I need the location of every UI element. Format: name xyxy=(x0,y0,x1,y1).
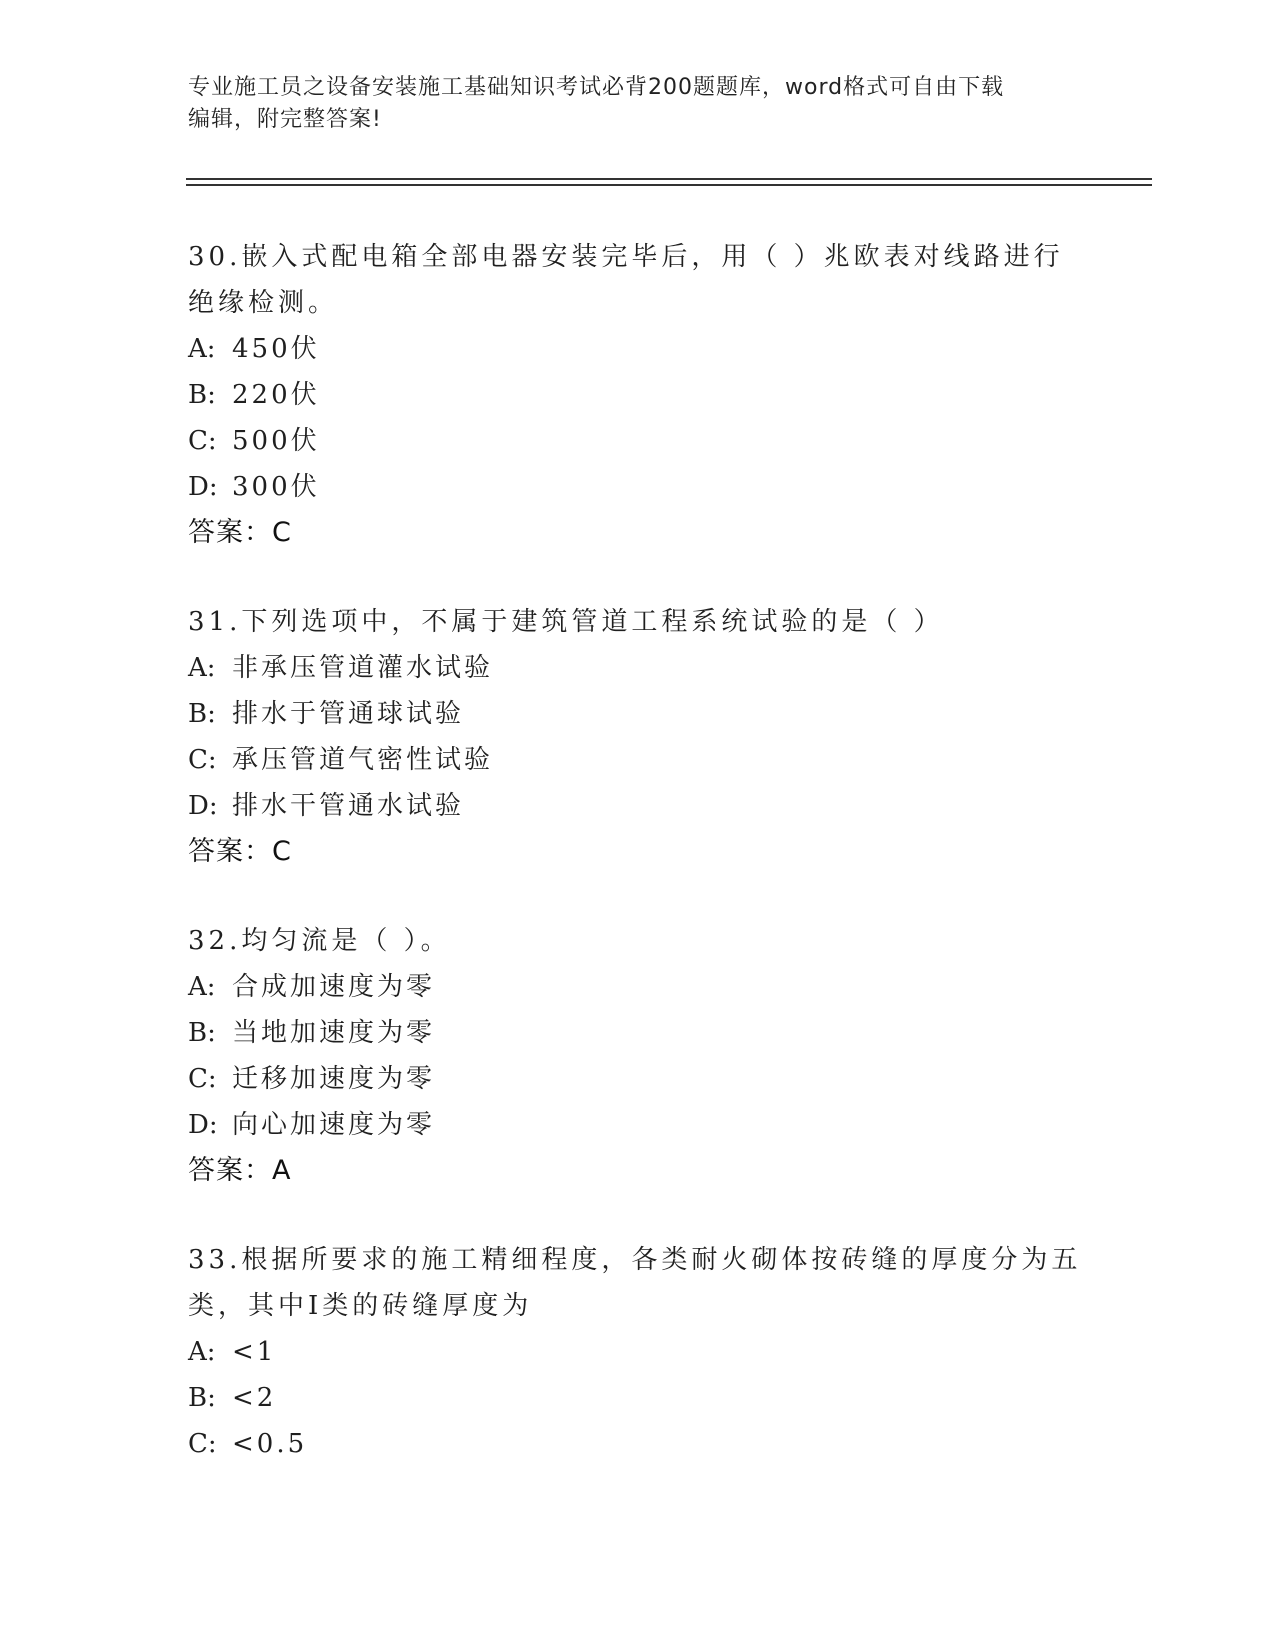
answer-line: 答案：C xyxy=(188,517,292,548)
option-text: <1 xyxy=(232,1337,277,1367)
option-label: A: xyxy=(188,334,216,364)
question-text: 31.下列选项中，不属于建筑管道工程系统试验的是（ ） xyxy=(188,607,944,637)
header-line-1: 专业施工员之设备安装施工基础知识考试必背200题题库，word格式可自由下载 xyxy=(188,75,1005,100)
option-c xyxy=(188,1056,1088,1102)
question-33 xyxy=(188,1237,1088,1467)
option-d xyxy=(188,464,1088,510)
option-a xyxy=(188,326,1088,372)
option-b xyxy=(188,1375,1088,1421)
option-text: 排水于管通球试验 xyxy=(232,699,465,729)
option-c xyxy=(188,737,1088,783)
answer-line: 答案：A xyxy=(188,1155,292,1186)
question-text: 33.根据所要求的施工精细程度，各类耐火砌体按砖缝的厚度分为五类，其中Ⅰ类的砖缝厚度为 xyxy=(188,1245,1082,1321)
option-text: 非承压管道灌水试验 xyxy=(232,653,494,683)
question-32 xyxy=(188,918,1088,1194)
answer-line: 答案：C xyxy=(188,836,292,867)
option-text: <0.5 xyxy=(232,1429,308,1459)
option-text: 承压管道气密性试验 xyxy=(232,745,494,775)
option-label: C: xyxy=(188,1429,217,1459)
question-text: 32.均匀流是（ ）。 xyxy=(188,926,451,956)
question-30 xyxy=(188,234,1088,556)
option-text: 500伏 xyxy=(232,426,320,456)
option-b xyxy=(188,1010,1088,1056)
option-label: A: xyxy=(188,1337,216,1367)
option-text: <2 xyxy=(232,1383,277,1413)
option-label: C: xyxy=(188,1064,217,1094)
header-line-2: 编辑，附完整答案! xyxy=(188,107,382,132)
question-text: 30.嵌入式配电箱全部电器安装完毕后，用（ ）兆欧表对线路进行绝缘检测。 xyxy=(188,242,1064,318)
option-label: B: xyxy=(188,380,216,410)
option-d xyxy=(188,783,1088,829)
option-a xyxy=(188,645,1088,691)
option-text: 300伏 xyxy=(232,472,320,502)
option-label: B: xyxy=(188,1018,216,1048)
option-label: D: xyxy=(188,791,218,821)
option-text: 合成加速度为零 xyxy=(232,972,436,1002)
option-label: C: xyxy=(188,426,217,456)
option-d xyxy=(188,1102,1088,1148)
option-a xyxy=(188,1329,1088,1375)
option-b xyxy=(188,372,1088,418)
option-text: 迁移加速度为零 xyxy=(232,1064,436,1094)
option-label: B: xyxy=(188,1383,216,1413)
option-text: 220伏 xyxy=(232,380,320,410)
option-label: C: xyxy=(188,745,217,775)
option-label: B: xyxy=(188,699,216,729)
option-b xyxy=(188,691,1088,737)
header-divider-bottom xyxy=(186,184,1152,186)
option-a xyxy=(188,964,1088,1010)
header-divider-top xyxy=(186,178,1152,180)
option-text: 向心加速度为零 xyxy=(232,1110,436,1140)
option-label: A: xyxy=(188,972,216,1002)
option-label: D: xyxy=(188,1110,218,1140)
option-c xyxy=(188,1421,1088,1467)
option-label: D: xyxy=(188,472,218,502)
option-c xyxy=(188,418,1088,464)
option-text: 当地加速度为零 xyxy=(232,1018,436,1048)
option-text: 排水干管通水试验 xyxy=(232,791,465,821)
option-label: A: xyxy=(188,653,216,683)
document-header xyxy=(188,72,1088,136)
question-31 xyxy=(188,599,1088,875)
option-text: 450伏 xyxy=(232,334,320,364)
